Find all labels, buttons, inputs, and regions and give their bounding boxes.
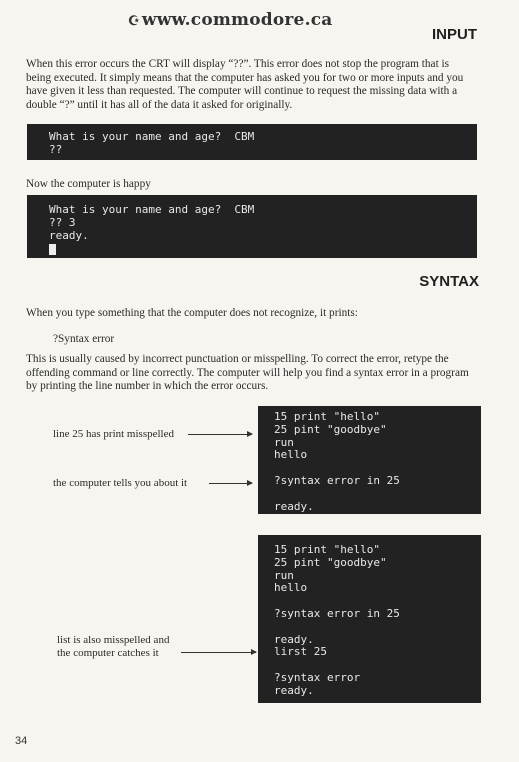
screen-line: run — [274, 435, 294, 449]
screen-line: What is your name and age? CBM — [49, 130, 255, 143]
screen-line: ?syntax error — [274, 670, 361, 684]
input-section-title: INPUT — [432, 26, 477, 43]
screen-line: lirst 25 — [274, 645, 327, 659]
screen-input-prompt — [27, 124, 477, 160]
screen-input-complete — [27, 195, 477, 258]
syntax-section-title: SYNTAX — [419, 273, 479, 290]
watermark-text: www.commodore.ca — [141, 10, 333, 30]
caption-computer-happy: Now the computer is happy — [26, 178, 151, 190]
cursor-line — [49, 242, 477, 258]
screen-line: ?? 3 — [49, 215, 76, 229]
page-number: 34 — [15, 735, 28, 747]
cursor-block — [49, 244, 56, 255]
label-computer-catches: the computer catches it — [57, 647, 159, 659]
screen-line: ?? — [49, 142, 63, 156]
label-computer-tells: the computer tells you about it — [53, 477, 188, 489]
arrow-pointer-icon — [181, 652, 256, 653]
screen-line: 15 print "hello" — [274, 410, 380, 423]
screen-syntax-example — [258, 406, 481, 514]
screen-line: hello — [274, 448, 308, 462]
screen-line: ?syntax error in 25 — [274, 606, 400, 620]
website-watermark — [128, 10, 332, 30]
screen-line: 25 pint "goodbye" — [274, 555, 387, 569]
screen-line — [274, 488, 481, 501]
screen-line: ready. — [274, 683, 314, 697]
label-list-misspelled: list is also misspelled and — [57, 634, 170, 646]
label-print-misspelled: line 25 has print misspelled — [53, 428, 174, 440]
screen-line — [274, 621, 481, 634]
screen-line: 25 pint "goodbye" — [274, 422, 387, 436]
syntax-explanation: This is usually caused by incorrect punctuation or misspelling. To correct the error, retype the offending command or line correctly. The computer will help you find a syntax error in a program by printing the line number in which the error occurs. — [26, 353, 469, 392]
commodore-logo-icon: ☪ — [128, 14, 140, 29]
screen-line: hello — [274, 581, 308, 595]
screen-line: ready. — [274, 499, 314, 513]
screen-line: run — [274, 568, 294, 582]
screen-line: 15 print "hello" — [274, 543, 380, 556]
syntax-error-example: ?Syntax error — [53, 333, 115, 345]
arrow-pointer-icon — [188, 434, 252, 435]
syntax-intro: When you type something that the computer does not recognize, it prints: — [26, 307, 358, 319]
input-explanation: When this error occurs the CRT will display “??”. This error does not stop the program that is being executed. It simply means that the computer has asked you for two or more inputs and you have given it less than requested. The computer will continue to request the missing data with a double “?” until it has all of the data it asked for originally. — [26, 58, 464, 111]
screen-list-misspelled — [258, 535, 481, 703]
screen-line: ready. — [274, 632, 314, 646]
arrow-pointer-icon — [209, 483, 252, 484]
screen-line: ?syntax error in 25 — [274, 473, 400, 487]
screen-line: ready. — [49, 228, 89, 242]
screen-line: What is your name and age? CBM — [49, 203, 255, 216]
